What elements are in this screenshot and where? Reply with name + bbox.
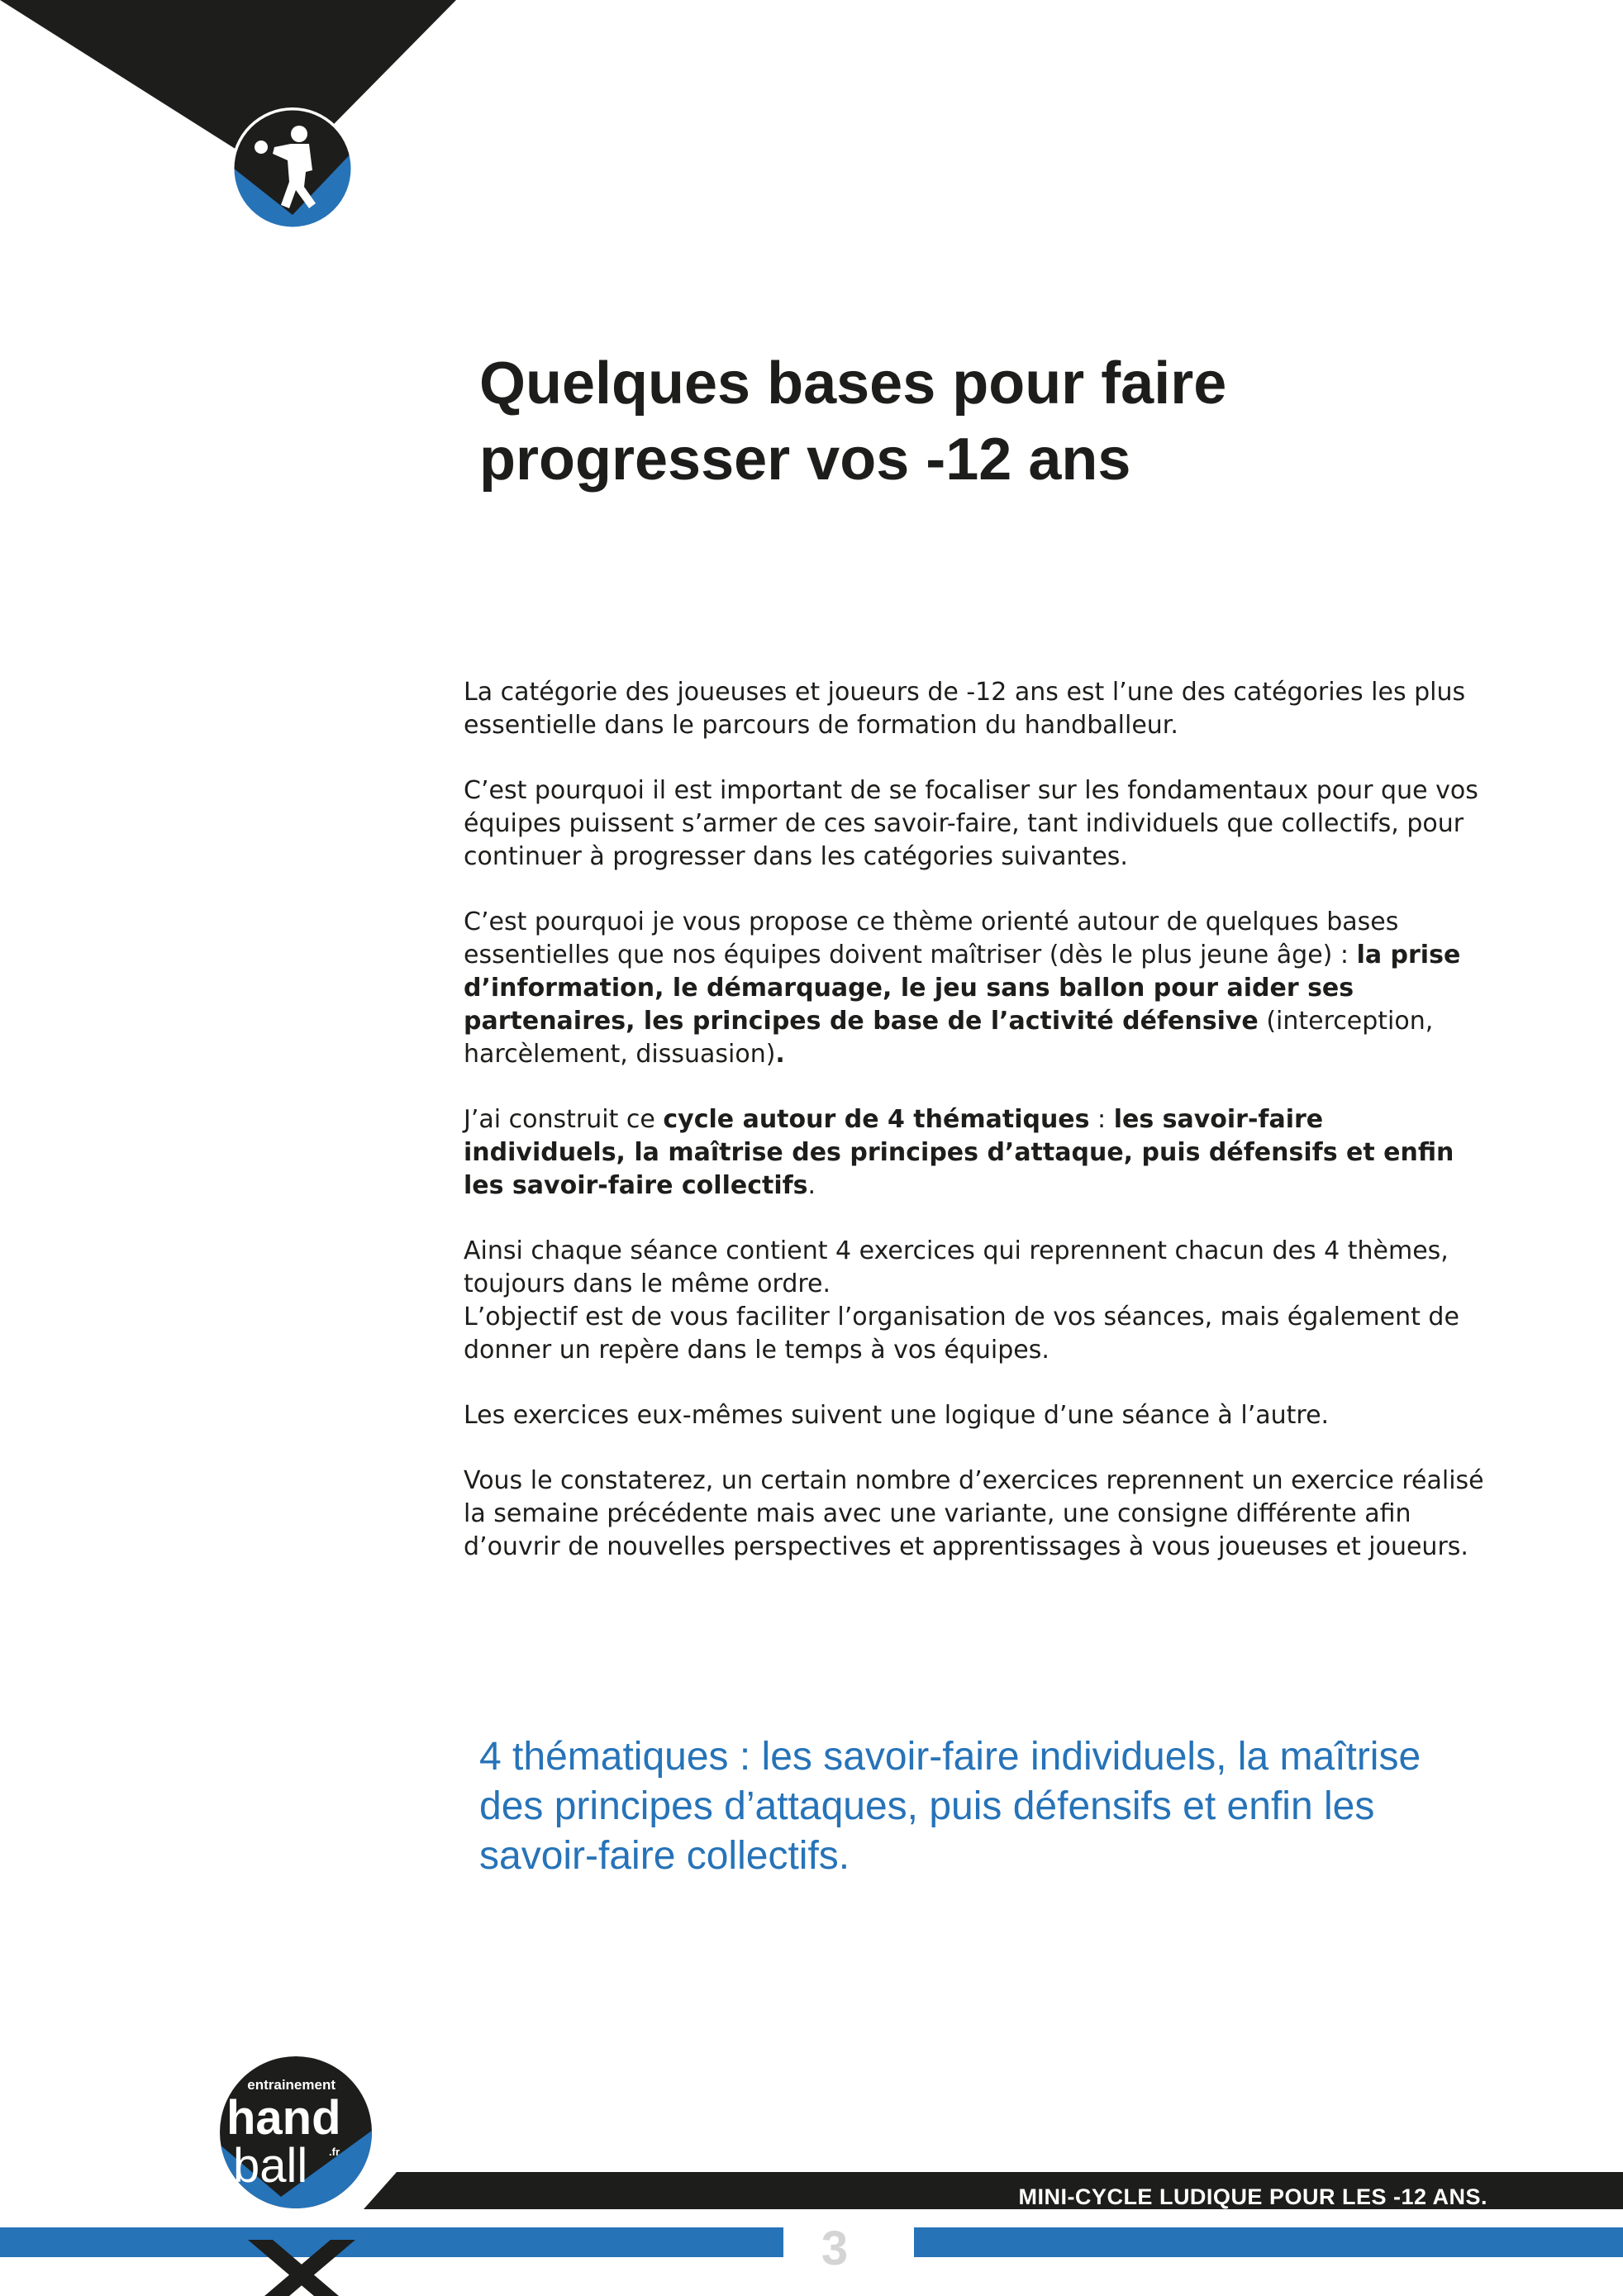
paragraph-bold: cycle autour de 4 thématiques (663, 1105, 1090, 1134)
page-number: 3 (821, 2222, 849, 2275)
paragraph: La catégorie des joueuses et joueurs de -12 ans est l’une des catégories les plus essentielle dans le parcours de formation du handballeur. (464, 678, 1466, 740)
handball-player-icon (230, 106, 355, 231)
paragraph-bold: les savoir-faire individuels, la maîtrise des principes d’attaque, puis défensifs et enfin les savoir-faire collectifs (464, 1105, 1454, 1200)
paragraph (464, 1103, 1488, 1203)
highlight-quote (479, 1732, 1471, 1881)
paragraph-text: (interception, harcèlement, dissuasion) (464, 1007, 1434, 1069)
logo-text-ball: ball (233, 2139, 308, 2193)
paragraph: C’est pourquoi il est important de se focaliser sur les fondamentaux pour que vos équipes puissent s’armer de ces savoir-faire, tant individuels que collectifs, pour continuer à progresser dans les catégories suivantes. (464, 776, 1478, 871)
logo-text-top: entrainement (247, 2077, 336, 2093)
paragraph-text: Ainsi chaque séance contient 4 exercices qui reprennent chacun des 4 thèmes, toujours dans le même ordre. (464, 1236, 1449, 1298)
footer-label: MINI-CYCLE LUDIQUE POUR LES -12 ANS. (1018, 2184, 1487, 2209)
quote-line: 4 thématiques : les savoir-faire individuels, la maîtrise (479, 1735, 1421, 1779)
paragraph-text: : (1089, 1105, 1114, 1134)
paragraph-bold: la prise d’information, le démarquage, le jeu sans ballon pour aider ses partenaires, les principes de base de l’activité défensive (464, 941, 1461, 1036)
paragraph (464, 906, 1488, 1071)
quote-line: savoir-faire collectifs. (479, 1834, 850, 1878)
paragraph-text: L’objectif est de vous faciliter l’organisation de vos séances, mais également de donner un repère dans le temps à vos équipes. (464, 1303, 1459, 1365)
page-title-line: Quelques bases pour faire (479, 350, 1227, 417)
quote-line: des principes d’attaques, puis défensifs et enfin les (479, 1784, 1375, 1828)
entrainement-handball-logo (213, 2050, 378, 2215)
paragraph: Vous le constaterez, un certain nombre d’exercices reprennent un exercice réalisé la semaine précédente mais avec une variante, une consigne différente afin d’ouvrir de nouvelles perspectives et apprentissages à vous joueuses et joueurs. (464, 1466, 1484, 1561)
paragraph-bold: . (775, 1040, 785, 1069)
paragraph-text: J’ai construit ce (464, 1105, 664, 1134)
page-title-line: progresser vos -12 ans (479, 426, 1131, 493)
logo-text-hand: hand (226, 2091, 341, 2145)
body-text (464, 676, 1488, 1596)
logo-text-tld: .fr (329, 2146, 340, 2158)
page-title (479, 345, 1471, 498)
paragraph: Les exercices eux-mêmes suivent une logique d’une séance à l’autre. (464, 1401, 1330, 1430)
paragraph (464, 1235, 1488, 1367)
paragraph-text: . (807, 1171, 816, 1200)
paragraph-text: C’est pourquoi je vous propose ce thème orienté autour de quelques bases essentielles que nos équipes doivent maîtriser (dès le plus jeune âge) : (464, 907, 1399, 969)
